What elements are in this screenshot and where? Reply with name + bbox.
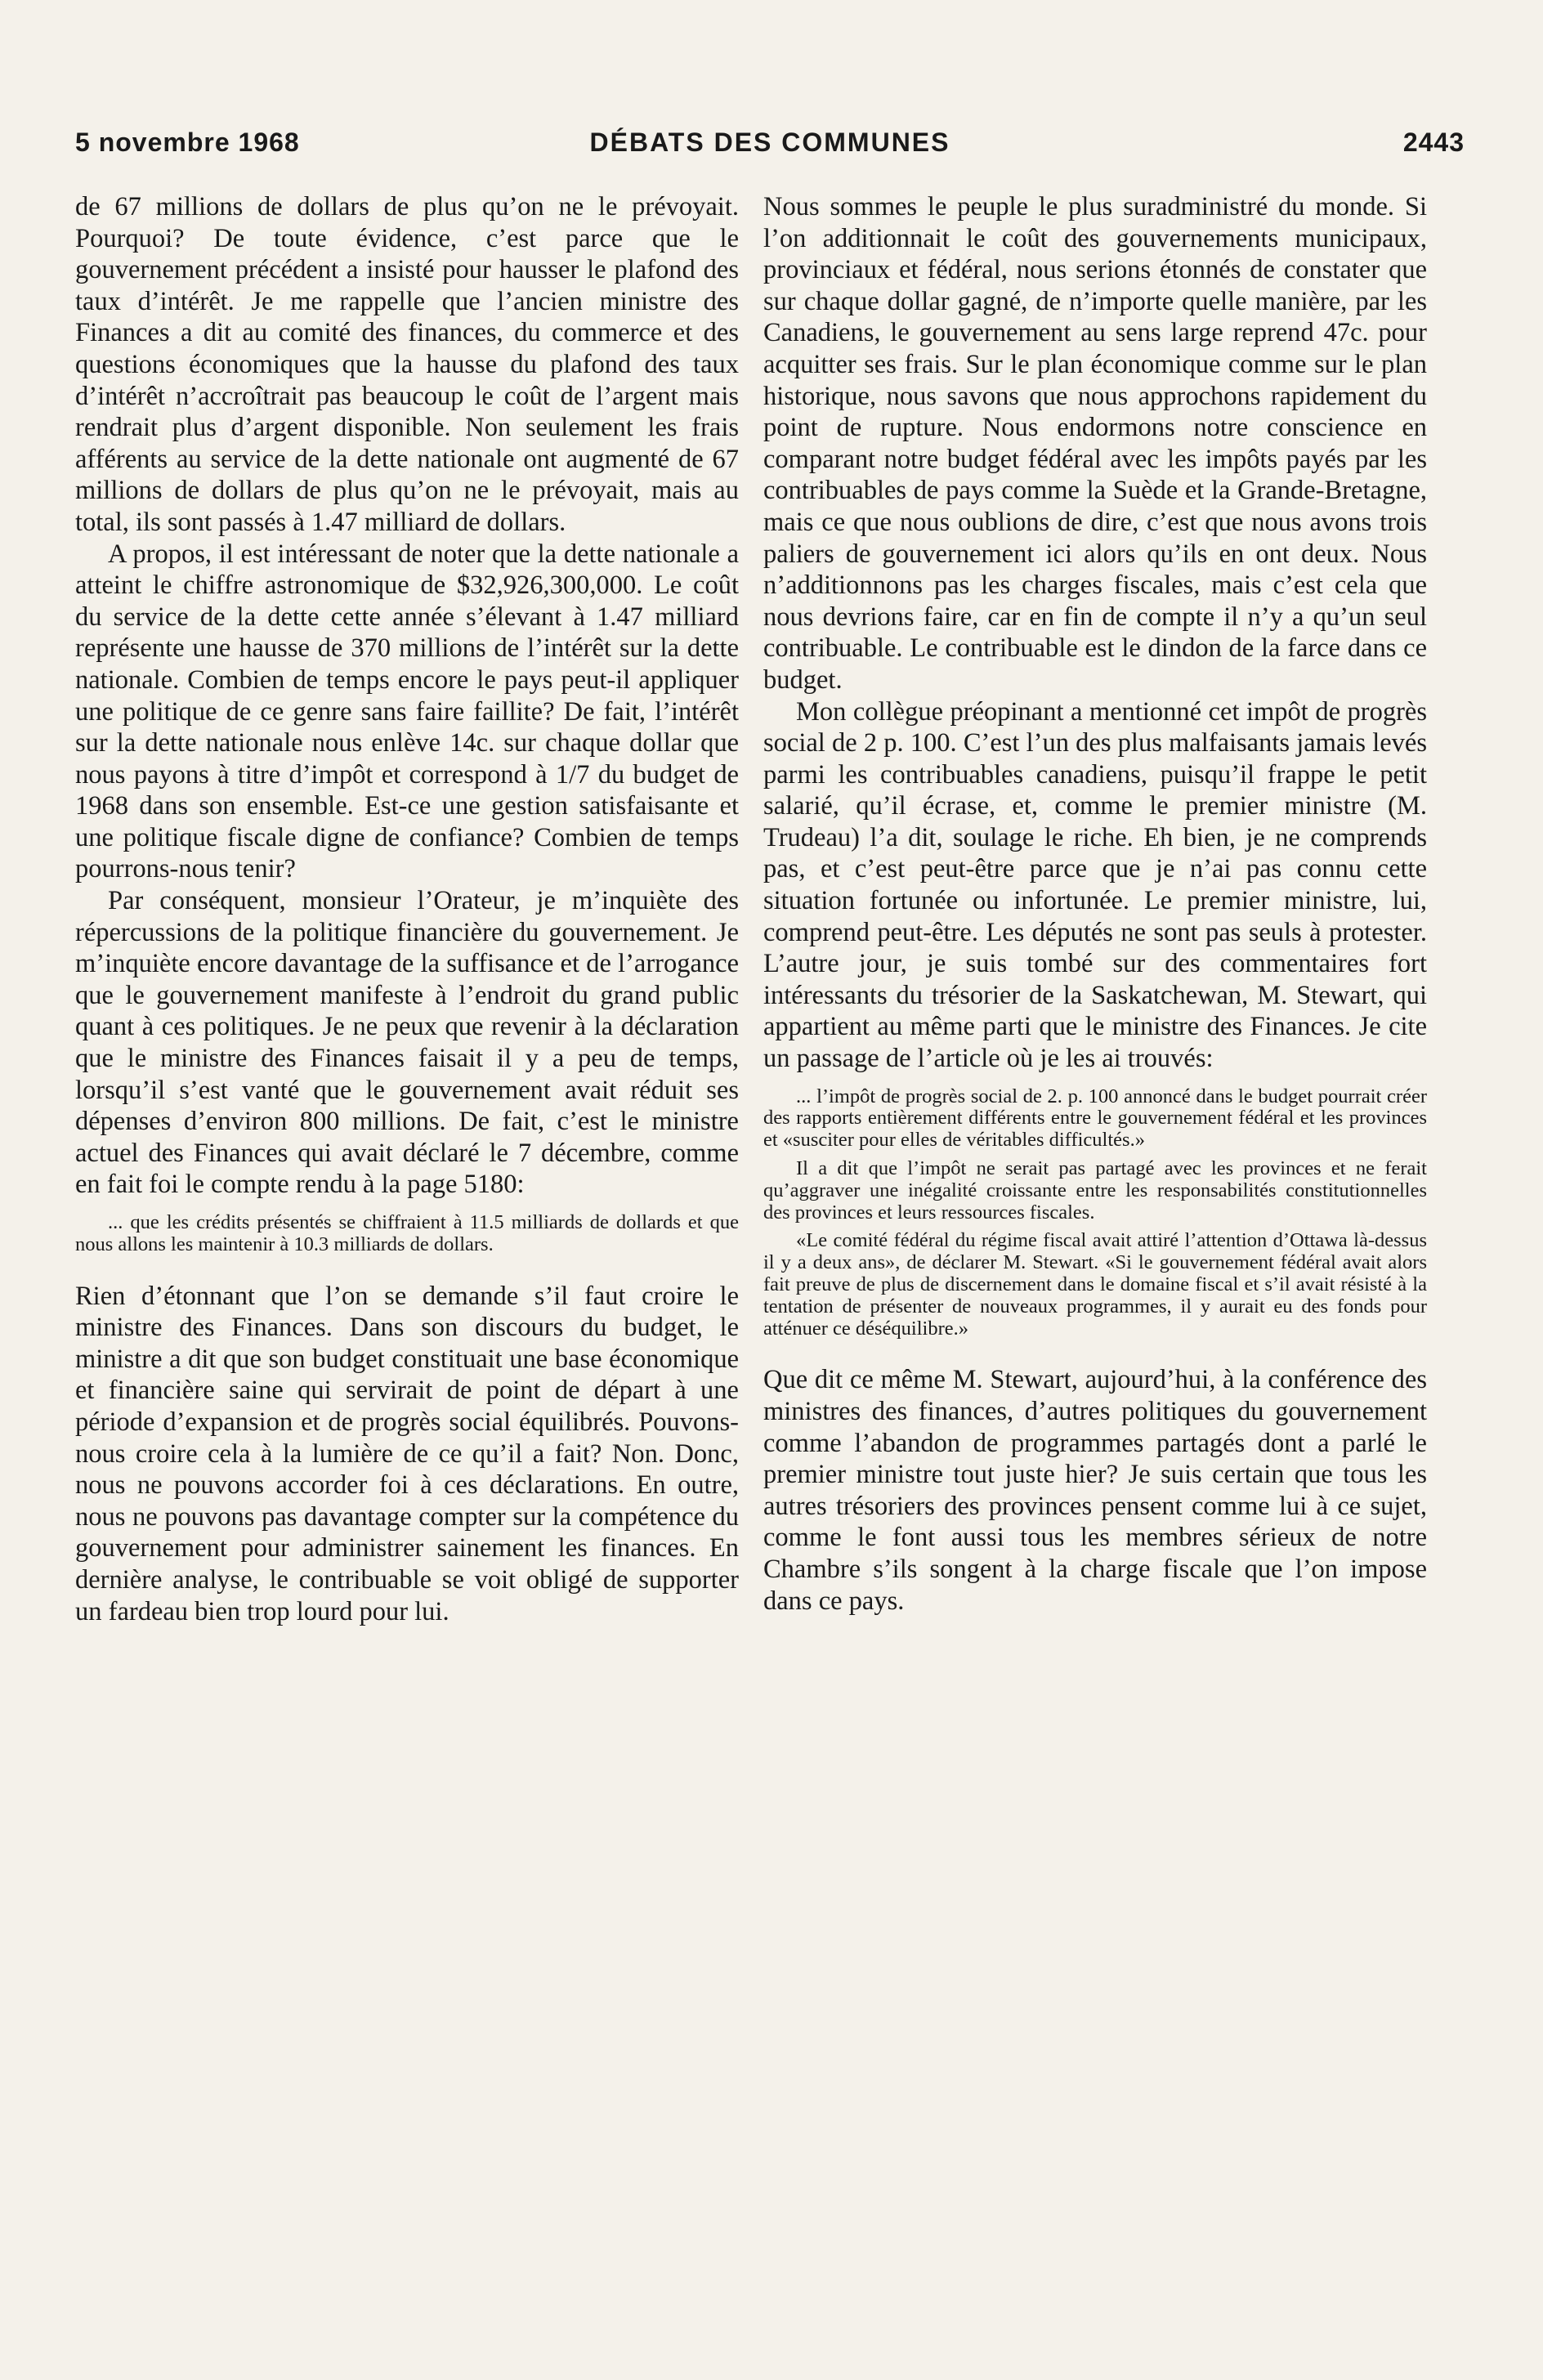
right-paragraph-3: Que dit ce même M. Stewart, aujourd’hui, à la conférence des ministres des finances, d’autres politiques du gouvernement comme l’abandon de programmes partagés dont a parlé le premier ministre tout juste hier? Je suis certain que tous les autres trésoriers des provinces pensent comme lui à ce sujet, comme le font aussi tous les membres sérieux de notre Chambre s’ils songent à la charge fiscale que l’on impose dans ce pays. <box>763 1365 1427 1616</box>
left-column <box>75 191 739 1627</box>
right-quote-paragraph-1: ... l’impôt de progrès social de 2. p. 100 annoncé dans le budget pourrait créer des rapports entièrement différents entre le gouvernement fédéral et les provinces et «susciter pour elles de véritables difficultés.» <box>763 1085 1427 1152</box>
header-date: 5 novembre 1968 <box>75 128 300 157</box>
left-quote-paragraph: ... que les crédits présentés se chiffraient à 11.5 milliards de dollards et que nous allons les maintenir à 10.3 milliards de dollars. <box>75 1211 739 1255</box>
left-paragraph-1: de 67 millions de dollars de plus qu’on ne le prévoyait. Pourquoi? De toute évidence, c’est parce que le gouvernement précédent a insisté pour hausser le plafond des taux d’intérêt. Je me rappelle que l’ancien ministre des Finances a dit au comité des finances, du commerce et des questions économiques que la hausse du plafond des taux d’intérêt n’accroîtrait pas beaucoup le coût de l’argent mais rendrait plus d’argent disponible. Non seulement les frais afférents au service de la dette nationale ont augmenté de 67 millions de dollars de plus qu’on ne le prévoyait, mais au total, ils sont passés à 1.47 milliard de dollars. <box>75 192 739 537</box>
left-paragraph-2: A propos, il est intéressant de noter que la dette nationale a atteint le chiffre astronomique de $32,926,300,000. Le coût du service de la dette cette année s’élevant à 1.47 milliard représente une hausse de 370 millions de l’intérêt sur la dette nationale. Combien de temps encore le pays peut-il appliquer une politique de ce genre sans faire faillite? De fait, l’intérêt sur la dette nationale nous enlève 14c. sur chaque dollar que nous payons à titre d’impôt et correspond à 1/7 du budget de 1968 dans son ensemble. Est-ce une gestion satisfaisante et une politique fiscale digne de confiance? Combien de temps pourrons-nous tenir? <box>75 539 739 884</box>
header-page-number: 2443 <box>1402 128 1465 157</box>
right-quote-paragraph-3: «Le comité fédéral du régime fiscal avait attiré l’attention d’Ottawa là-dessus il y a deux ans», de déclarer M. Stewart. «Si le gouvernement fédéral avait alors fait preuve de plus de discernement dans le domaine fiscal et s’il avait résisté à la tentation de présenter de nouveaux programmes, il y aurait eu des fonds pour atténuer ce déséquilibre.» <box>763 1229 1427 1340</box>
right-paragraph-1: Nous sommes le peuple le plus suradministré du monde. Si l’on additionnait le coût des gouvernements municipaux, provinciaux et fédéral, nous serions étonnés de constater que sur chaque dollar gagné, de n’importe quelle manière, par les Canadiens, le gouvernement au sens large reprend 47c. pour acquitter ses frais. Sur le plan économique comme sur le plan historique, nous savons que nous approchons rapidement du point de rupture. Nous endormons notre conscience en comparant notre budget fédéral avec les impôts payés par les contribuables de pays comme la Suède et la Grande-Bretagne, mais ce que nous oublions de dire, c’est que nous avons trois paliers de gouvernement ici alors qu’ils en ont deux. Nous n’additionnons pas les charges fiscales, mais c’est cela que nous devrions faire, car en fin de compte il n’y a qu’un seul contribuable. Le contribuable est le dindon de la farce dans ce budget. <box>763 192 1427 695</box>
left-paragraph-4: Rien d’étonnant que l’on se demande s’il faut croire le ministre des Finances. Dans son discours du budget, le ministre a dit que son budget constituait une base économique et financière saine qui servirait de point de départ à une période d’expansion et de progrès social équilibrés. Pouvons-nous croire cela à la lumière de ce qu’il a fait? Non. Donc, nous ne pouvons accorder foi à ces déclarations. En outre, nous ne pouvons pas davantage compter sur la compétence du gouvernement pour administrer sainement les finances. En dernière analyse, le contribuable se voit obligé de supporter un fardeau bien trop lourd pour lui. <box>75 1281 739 1626</box>
right-paragraph-2: Mon collègue préopinant a mentionné cet impôt de progrès social de 2 p. 100. C’est l’un des plus malfaisants jamais levés parmi les contribuables canadiens, puisqu’il frappe le petit salarié, qu’il écrase, et, comme le premier ministre (M. Trudeau) l’a dit, soulage le riche. Eh bien, je ne comprends pas, et c’est peut-être parce que je n’ai pas connu cette situation fortunée ou infortunée. Le premier ministre, lui, comprend peut-être. Les députés ne sont pas seuls à protester. L’autre jour, je suis tombé sur des commentaires fort intéressants du trésorier de la Saskatchewan, M. Stewart, qui appartient au même parti que le ministre des Finances. Je cite un passage de l’article où je les ai trouvés: <box>763 696 1427 1074</box>
header-title: DÉBATS DES COMMUNES <box>589 128 950 157</box>
page-header <box>75 128 1465 170</box>
left-block-quote <box>75 1212 739 1256</box>
right-column <box>763 191 1427 1617</box>
right-quote-paragraph-2: Il a dit que l’impôt ne serait pas partagé avec les provinces et ne ferait qu’aggraver une inégalité croissante entre les responsabilités constitutionnelles des provinces et leurs ressources fiscales. <box>763 1157 1427 1224</box>
right-block-quote <box>763 1086 1427 1340</box>
left-paragraph-3: Par conséquent, monsieur l’Orateur, je m’inquiète des répercussions de la politique financière du gouvernement. Je m’inquiète encore davantage de la suffisance et de l’arrogance que le gouvernement manifeste à l’endroit du grand public quant à ces politiques. Je ne peux que revenir à la déclaration que le ministre des Finances faisait il y a peu de temps, lorsqu’il s’est vanté que le gouvernement avait réduit ses dépenses d’environ 800 millions. De fait, c’est le ministre actuel des Finances qui avait déclaré le 7 décembre, comme en fait foi le compte rendu à la page 5180: <box>75 886 739 1200</box>
